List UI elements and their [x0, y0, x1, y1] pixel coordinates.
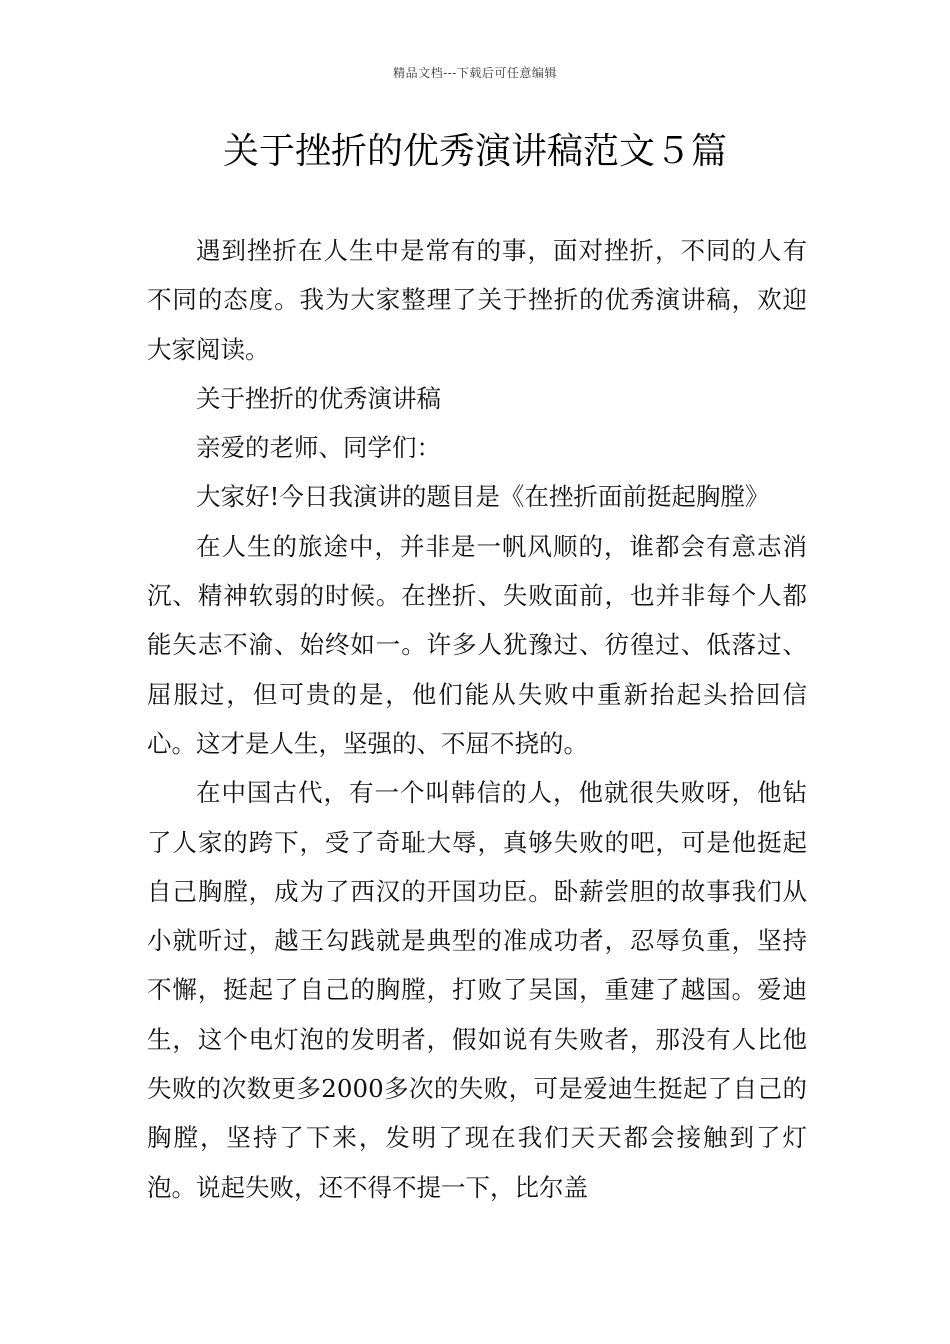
document-title: 关于挫折的优秀演讲稿范文５篇 [222, 131, 727, 172]
document-body [147, 226, 807, 1212]
paragraph-subtitle: 关于挫折的优秀演讲稿 [196, 383, 441, 413]
paragraph-body-1: 在人生的旅途中，并非是一帆风顺的，谁都会有意志消沉、精神软弱的时候。在挫折、失败面前，也并非每个人都能矢志不渝、始终如一。许多人犹豫过、彷徨过、低落过、屈服过，但可贵的是，他们能从失败中重新抬起头拾回信心。这才是人生，坚强的、不屈不挠的。 [147, 531, 807, 758]
paragraph-greeting: 大家好!今日我演讲的题目是《在挫折面前挺起胸膛》 [196, 482, 770, 512]
paragraph-body-2: 在中国古代，有一个叫韩信的人，他就很失败呀，他钻了人家的跨下，受了奇耻大辱，真够失败的吧，可是他挺起自己胸膛，成为了西汉的开国功臣。卧薪尝胆的故事我们从小就听过，越王勾践就是典型的准成功者，忍辱负重，坚持不懈，挺起了自己的胸膛，打败了吴国，重建了越国。爱迪生，这个电灯泡的发明者，假如说有失败者，那没有人比他失败的次数更多2000多次的失败，可是爱迪生挺起了自己的胸膛，坚持了下来，发明了现在我们天天都会接触到了灯泡。说起失败，还不得不提一下，比尔盖 [147, 778, 807, 1202]
paragraph-salutation: 亲爱的老师、同学们： [196, 433, 441, 463]
paragraph-intro: 遇到挫折在人生中是常有的事，面对挫折，不同的人有不同的态度。我为大家整理了关于挫折的优秀演讲稿，欢迎大家阅读。 [147, 236, 807, 364]
header-note: 精品文档---下载后可任意编辑 [393, 66, 557, 80]
